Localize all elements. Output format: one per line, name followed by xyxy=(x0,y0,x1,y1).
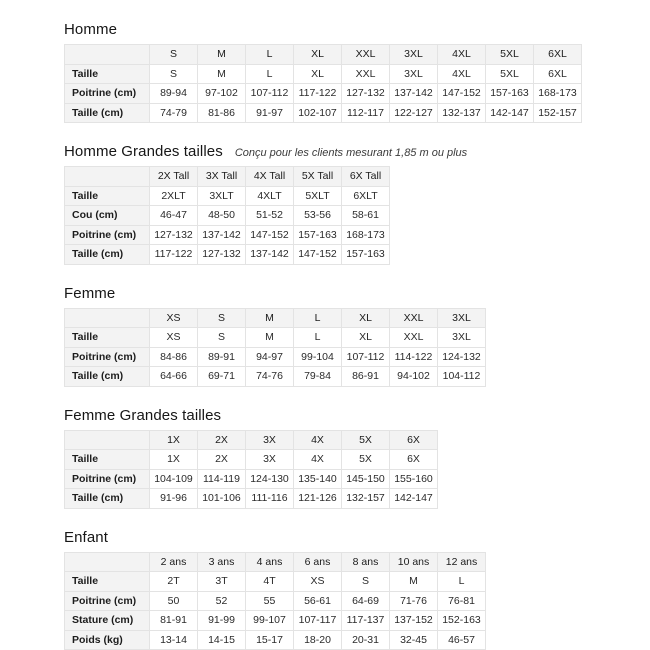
section-title: Femme Grandes tailles xyxy=(64,406,222,424)
cell-value: 142-147 xyxy=(486,103,534,123)
cell-value: S xyxy=(198,328,246,348)
column-header: 3X Tall xyxy=(198,167,246,187)
column-header: 10 ans xyxy=(390,552,438,572)
cell-value: 14-15 xyxy=(198,630,246,650)
table-row xyxy=(65,489,438,509)
section-title: Femme xyxy=(64,284,116,302)
cell-value: 137-142 xyxy=(246,245,294,265)
cell-value: 91-97 xyxy=(246,103,294,123)
table-row xyxy=(65,245,390,265)
cell-value: S xyxy=(342,572,390,592)
cell-value: 55 xyxy=(246,591,294,611)
column-header: 6X xyxy=(390,430,438,450)
section-subtitle: Conçu pour les clients mesurant 1,85 m ou plus xyxy=(234,147,468,159)
cell-value: 81-91 xyxy=(150,611,198,631)
cell-value: 89-94 xyxy=(150,84,198,104)
cell-value: 48-50 xyxy=(198,206,246,226)
cell-value: 137-142 xyxy=(198,225,246,245)
cell-value: M xyxy=(390,572,438,592)
cell-value: S xyxy=(150,64,198,84)
size-chart-sections xyxy=(64,21,650,650)
cell-value: 117-137 xyxy=(342,611,390,631)
column-header: M xyxy=(198,45,246,65)
table-row xyxy=(65,630,486,650)
cell-value: 132-157 xyxy=(342,489,390,509)
column-header: 3X xyxy=(246,430,294,450)
column-header: XL xyxy=(342,308,390,328)
row-label: Taille (cm) xyxy=(65,103,150,123)
cell-value: 137-152 xyxy=(390,611,438,631)
column-header: S xyxy=(150,45,198,65)
row-label: Taille (cm) xyxy=(65,489,150,509)
cell-value: 1X xyxy=(150,450,198,470)
section-header xyxy=(64,21,650,38)
header-row xyxy=(65,430,438,450)
column-header: 4X Tall xyxy=(246,167,294,187)
table-row xyxy=(65,469,438,489)
cell-value: 4T xyxy=(246,572,294,592)
row-label: Stature (cm) xyxy=(65,611,150,631)
cell-value: 94-97 xyxy=(246,347,294,367)
cell-value: 127-132 xyxy=(198,245,246,265)
cell-value: 4X xyxy=(294,450,342,470)
cell-value: 64-69 xyxy=(342,591,390,611)
cell-value: 86-91 xyxy=(342,367,390,387)
cell-value: 111-116 xyxy=(246,489,294,509)
cell-value: 124-130 xyxy=(246,469,294,489)
table-row xyxy=(65,64,582,84)
cell-value: 76-81 xyxy=(438,591,486,611)
corner-cell xyxy=(65,45,150,65)
size-section-enfant xyxy=(64,529,650,650)
row-label: Poitrine (cm) xyxy=(65,84,150,104)
size-table xyxy=(64,308,486,387)
section-header xyxy=(64,529,650,546)
size-section-homme xyxy=(64,21,650,123)
column-header: 3XL xyxy=(438,308,486,328)
corner-cell xyxy=(65,430,150,450)
table-row xyxy=(65,103,582,123)
column-header: XXL xyxy=(390,308,438,328)
cell-value: 107-112 xyxy=(342,347,390,367)
column-header: 1X xyxy=(150,430,198,450)
cell-value: 74-76 xyxy=(246,367,294,387)
cell-value: 20-31 xyxy=(342,630,390,650)
table-row xyxy=(65,450,438,470)
cell-value: 142-147 xyxy=(390,489,438,509)
row-label: Poitrine (cm) xyxy=(65,591,150,611)
cell-value: 107-112 xyxy=(246,84,294,104)
column-header: 2 ans xyxy=(150,552,198,572)
size-table xyxy=(64,430,438,509)
cell-value: 71-76 xyxy=(390,591,438,611)
cell-value: 6XL xyxy=(534,64,582,84)
cell-value: 157-163 xyxy=(342,245,390,265)
column-header: 5X Tall xyxy=(294,167,342,187)
cell-value: XS xyxy=(294,572,342,592)
cell-value: 107-117 xyxy=(294,611,342,631)
table-row xyxy=(65,84,582,104)
table-row xyxy=(65,347,486,367)
cell-value: 3XL xyxy=(438,328,486,348)
cell-value: 3X xyxy=(246,450,294,470)
row-label: Taille xyxy=(65,186,150,206)
size-section-homme-grandes-tailles xyxy=(64,143,650,265)
cell-value: 127-132 xyxy=(342,84,390,104)
cell-value: 147-152 xyxy=(246,225,294,245)
cell-value: 147-152 xyxy=(294,245,342,265)
corner-cell xyxy=(65,552,150,572)
table-row xyxy=(65,611,486,631)
row-label: Poitrine (cm) xyxy=(65,469,150,489)
row-label: Taille xyxy=(65,572,150,592)
cell-value: 15-17 xyxy=(246,630,294,650)
row-label: Cou (cm) xyxy=(65,206,150,226)
column-header: 3 ans xyxy=(198,552,246,572)
section-title: Enfant xyxy=(64,528,108,546)
column-header: 8 ans xyxy=(342,552,390,572)
cell-value: 117-122 xyxy=(294,84,342,104)
cell-value: L xyxy=(438,572,486,592)
cell-value: 56-61 xyxy=(294,591,342,611)
cell-value: 32-45 xyxy=(390,630,438,650)
cell-value: 3XLT xyxy=(198,186,246,206)
cell-value: 157-163 xyxy=(294,225,342,245)
row-label: Taille (cm) xyxy=(65,245,150,265)
cell-value: XS xyxy=(150,328,198,348)
cell-value: 81-86 xyxy=(198,103,246,123)
section-header xyxy=(64,143,650,160)
section-header xyxy=(64,285,650,302)
cell-value: 89-91 xyxy=(198,347,246,367)
column-header: 5X xyxy=(342,430,390,450)
cell-value: 91-96 xyxy=(150,489,198,509)
cell-value: 124-132 xyxy=(438,347,486,367)
cell-value: XL xyxy=(294,64,342,84)
cell-value: 137-142 xyxy=(390,84,438,104)
column-header: XL xyxy=(294,45,342,65)
size-table xyxy=(64,44,582,123)
row-label: Poitrine (cm) xyxy=(65,347,150,367)
table-row xyxy=(65,572,486,592)
cell-value: 53-56 xyxy=(294,206,342,226)
column-header: 5XL xyxy=(486,45,534,65)
section-header xyxy=(64,407,650,424)
table-row xyxy=(65,367,486,387)
cell-value: M xyxy=(198,64,246,84)
cell-value: 52 xyxy=(198,591,246,611)
row-label: Poids (kg) xyxy=(65,630,150,650)
cell-value: 2XLT xyxy=(150,186,198,206)
size-section-femme-grandes-tailles xyxy=(64,407,650,509)
column-header: 4 ans xyxy=(246,552,294,572)
cell-value: 2X xyxy=(198,450,246,470)
cell-value: 64-66 xyxy=(150,367,198,387)
column-header: 3XL xyxy=(390,45,438,65)
cell-value: 6XLT xyxy=(342,186,390,206)
column-header: 4XL xyxy=(438,45,486,65)
cell-value: 4XLT xyxy=(246,186,294,206)
cell-value: 168-173 xyxy=(534,84,582,104)
cell-value: 3XL xyxy=(390,64,438,84)
column-header: XXL xyxy=(342,45,390,65)
section-title: Homme xyxy=(64,21,118,38)
cell-value: 79-84 xyxy=(294,367,342,387)
cell-value: 3T xyxy=(198,572,246,592)
cell-value: 114-119 xyxy=(198,469,246,489)
cell-value: 69-71 xyxy=(198,367,246,387)
column-header: L xyxy=(294,308,342,328)
cell-value: 114-122 xyxy=(390,347,438,367)
cell-value: XXL xyxy=(342,64,390,84)
row-label: Taille (cm) xyxy=(65,367,150,387)
column-header: 6 ans xyxy=(294,552,342,572)
size-section-femme xyxy=(64,285,650,387)
cell-value: 6X xyxy=(390,450,438,470)
cell-value: 101-106 xyxy=(198,489,246,509)
cell-value: 102-107 xyxy=(294,103,342,123)
cell-value: 18-20 xyxy=(294,630,342,650)
table-row xyxy=(65,591,486,611)
cell-value: 58-61 xyxy=(342,206,390,226)
cell-value: 127-132 xyxy=(150,225,198,245)
cell-value: 152-157 xyxy=(534,103,582,123)
cell-value: 157-163 xyxy=(486,84,534,104)
column-header: XS xyxy=(150,308,198,328)
cell-value: 46-57 xyxy=(438,630,486,650)
row-label: Poitrine (cm) xyxy=(65,225,150,245)
cell-value: 132-137 xyxy=(438,103,486,123)
column-header: 6XL xyxy=(534,45,582,65)
table-row xyxy=(65,206,390,226)
column-header: 4X xyxy=(294,430,342,450)
table-row xyxy=(65,225,390,245)
cell-value: 104-109 xyxy=(150,469,198,489)
table-row xyxy=(65,186,390,206)
header-row xyxy=(65,45,582,65)
cell-value: 147-152 xyxy=(438,84,486,104)
cell-value: 74-79 xyxy=(150,103,198,123)
column-header: 2X Tall xyxy=(150,167,198,187)
column-header: S xyxy=(198,308,246,328)
cell-value: M xyxy=(246,328,294,348)
section-title: Homme Grandes tailles xyxy=(64,143,223,160)
cell-value: 155-160 xyxy=(390,469,438,489)
cell-value: L xyxy=(246,64,294,84)
row-label: Taille xyxy=(65,450,150,470)
corner-cell xyxy=(65,308,150,328)
cell-value: 84-86 xyxy=(150,347,198,367)
cell-value: 99-104 xyxy=(294,347,342,367)
cell-value: 104-112 xyxy=(438,367,486,387)
cell-value: 97-102 xyxy=(198,84,246,104)
cell-value: 112-117 xyxy=(342,103,390,123)
cell-value: 135-140 xyxy=(294,469,342,489)
cell-value: 50 xyxy=(150,591,198,611)
cell-value: 5X xyxy=(342,450,390,470)
column-header: M xyxy=(246,308,294,328)
cell-value: 117-122 xyxy=(150,245,198,265)
cell-value: 145-150 xyxy=(342,469,390,489)
cell-value: 99-107 xyxy=(246,611,294,631)
corner-cell xyxy=(65,167,150,187)
size-table xyxy=(64,552,486,650)
cell-value: 46-47 xyxy=(150,206,198,226)
cell-value: XL xyxy=(342,328,390,348)
cell-value: 13-14 xyxy=(150,630,198,650)
cell-value: 5XLT xyxy=(294,186,342,206)
cell-value: 51-52 xyxy=(246,206,294,226)
cell-value: 168-173 xyxy=(342,225,390,245)
cell-value: 91-99 xyxy=(198,611,246,631)
cell-value: 5XL xyxy=(486,64,534,84)
size-table xyxy=(64,166,390,265)
column-header: 12 ans xyxy=(438,552,486,572)
cell-value: 94-102 xyxy=(390,367,438,387)
cell-value: XXL xyxy=(390,328,438,348)
cell-value: 2T xyxy=(150,572,198,592)
column-header: 6X Tall xyxy=(342,167,390,187)
header-row xyxy=(65,167,390,187)
cell-value: 122-127 xyxy=(390,103,438,123)
cell-value: 152-163 xyxy=(438,611,486,631)
row-label: Taille xyxy=(65,64,150,84)
table-row xyxy=(65,328,486,348)
header-row xyxy=(65,308,486,328)
header-row xyxy=(65,552,486,572)
cell-value: L xyxy=(294,328,342,348)
column-header: L xyxy=(246,45,294,65)
cell-value: 4XL xyxy=(438,64,486,84)
row-label: Taille xyxy=(65,328,150,348)
column-header: 2X xyxy=(198,430,246,450)
cell-value: 121-126 xyxy=(294,489,342,509)
